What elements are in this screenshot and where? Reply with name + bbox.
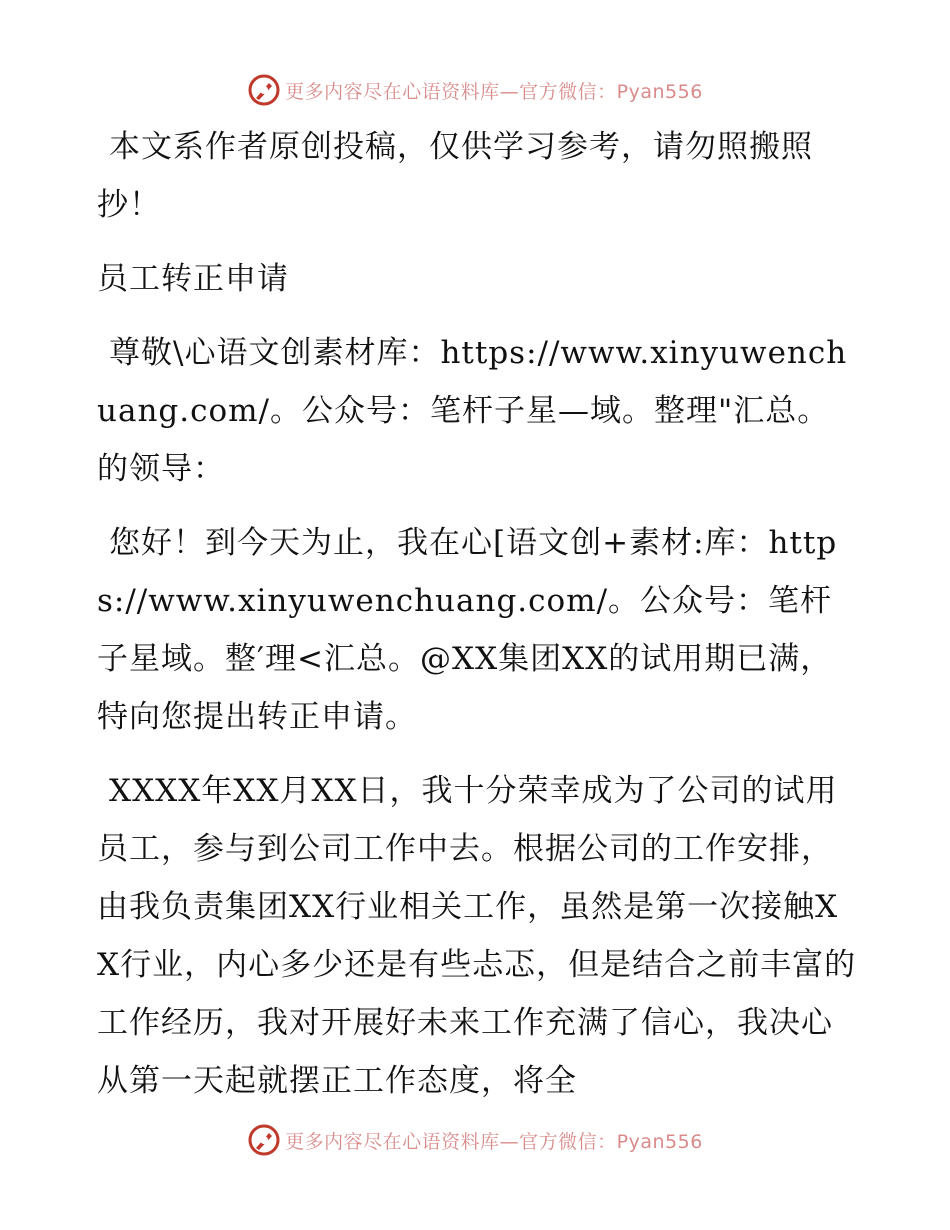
pen-circle-icon bbox=[247, 1123, 281, 1157]
notice-text: 本文系作者原创投稿，仅供学习参考，请勿照搬照抄！ bbox=[97, 129, 813, 223]
document-title-text: 员工转正申请 bbox=[97, 261, 289, 297]
header-banner bbox=[0, 70, 950, 110]
footer-banner-text: 更多内容尽在心语资料库—官方微信：Pyan556 bbox=[285, 1130, 703, 1153]
document-body bbox=[97, 118, 857, 1126]
body-paragraph-2-text: XXXX年XX月XX日，我十分荣幸成为了公司的试用员工，参与到公司工作中去。根据公司的工作安排，由我负责集团XX行业相关工作，虽然是第一次接触XX行业，内心多少还是有些忐忑，但是结合之前丰富的工作经历，我对开展好未来工作充满了信心，我决心从第一天起就摆正工作态度，将全 bbox=[97, 773, 857, 1099]
notice-paragraph bbox=[97, 118, 857, 234]
footer-banner bbox=[0, 1120, 950, 1160]
body-paragraph-1-text: 您好！到今天为止，我在心[语文创+素材:库：https://www.xinyuwenchuang.com/。公众号：笔杆子星域。整′理<汇总。@XX集团XX的试用期已满，特向您提出转正申请。 bbox=[97, 525, 838, 735]
pen-circle-icon bbox=[247, 73, 281, 107]
body-paragraph-2 bbox=[97, 762, 857, 1110]
salutation-paragraph bbox=[97, 324, 857, 498]
body-paragraph-1 bbox=[97, 514, 857, 746]
document-title bbox=[97, 250, 857, 308]
header-banner-text: 更多内容尽在心语资料库—官方微信：Pyan556 bbox=[285, 80, 703, 103]
salutation-text: 尊敬\心语文创素材库：https://www.xinyuwenchuang.com/。公众号：笔杆子星—域。整理"汇总。的领导： bbox=[97, 335, 848, 487]
